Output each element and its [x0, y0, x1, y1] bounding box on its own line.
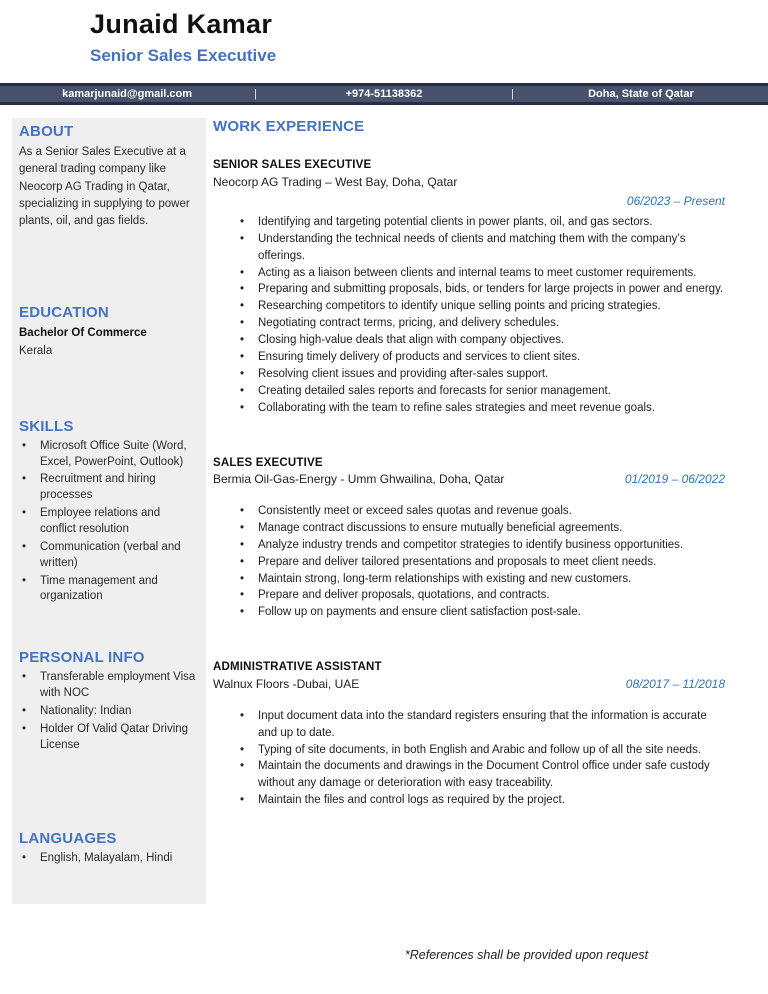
personal-info-item-text: Nationality: Indian [40, 705, 132, 718]
job-title: SALES EXECUTIVE [213, 456, 323, 469]
personal-info-item [19, 722, 198, 754]
skill-item [19, 540, 198, 572]
language-item [19, 851, 198, 867]
about-section [19, 123, 198, 230]
job-bullet [213, 265, 725, 282]
languages-heading: LANGUAGES [19, 829, 117, 847]
personal-info-section [19, 649, 198, 753]
job-dates-row [213, 190, 725, 212]
personal-info-item [19, 670, 198, 702]
languages-section [19, 830, 198, 867]
job-bullet-list [213, 708, 725, 809]
job-bullet [213, 231, 725, 265]
bullet-icon: • [22, 473, 27, 486]
bullet-icon: • [22, 574, 27, 587]
job-bullet-text: Maintain the files and control logs as required by the project. [258, 794, 565, 807]
job-title: ADMINISTRATIVE ASSISTANT [213, 661, 382, 674]
job-bullet [213, 571, 725, 588]
bullet-icon: • [22, 705, 27, 718]
bullet-icon: • [22, 671, 27, 684]
bullet-icon: • [240, 606, 245, 619]
work-experience-heading: WORK EXPERIENCE [213, 118, 365, 135]
bullet-icon: • [240, 334, 245, 347]
bullet-icon: • [240, 521, 245, 534]
skill-item [19, 472, 198, 504]
bullet-icon: • [240, 367, 245, 380]
skill-item-text: Employee relations and conflict resolution [40, 507, 161, 536]
bullet-icon: • [240, 794, 245, 807]
job-bullet-text: Prepare and deliver tailored presentations and proposals to meet client needs. [258, 555, 657, 568]
bullet-icon: • [240, 384, 245, 397]
contact-bar [0, 83, 768, 105]
bullet-icon: • [240, 538, 245, 551]
job-title: SENIOR SALES EXECUTIVE [213, 159, 372, 171]
job-bullet-text: Consistently meet or exceed sales quotas and revenue goals. [258, 505, 572, 518]
job-bullet [213, 587, 725, 604]
contact-phone: +974-51138362 [345, 88, 423, 100]
skills-list [19, 439, 198, 606]
job-bullet-text: Analyze industry trends and competitor strategies to identify business opportunities. [258, 538, 684, 551]
job-bullet [213, 792, 725, 809]
job-entry [213, 455, 725, 622]
job-bullet-text: Prepare and deliver proposals, quotations, and contracts. [258, 589, 550, 602]
job-bullet-text: Typing of site documents, in both English and Arabic and follow up of all the site needs. [258, 743, 702, 756]
contact-email: kamarjunaid@gmail.com [62, 88, 193, 100]
job-bullet-text: Creating detailed sales reports and forecasts for senior management. [258, 384, 611, 397]
bullet-icon: • [240, 589, 245, 602]
bullet-icon: • [240, 232, 245, 245]
bullet-icon: • [240, 300, 245, 313]
bullet-icon: • [240, 401, 245, 414]
job-bullet [213, 554, 725, 571]
job-dates: 06/2023 – Present [626, 194, 725, 209]
education-section [19, 304, 198, 360]
personal-info-item-text: Holder Of Valid Qatar Driving License [40, 722, 189, 751]
job-bullet [213, 400, 725, 417]
personal-info-item [19, 704, 198, 720]
bullet-icon: • [240, 505, 245, 518]
job-bullet-text: Resolving client issues and providing after-sales support. [258, 367, 549, 380]
personal-info-item-text: Transferable employment Visa with NOC [40, 671, 196, 700]
job-bullet [213, 758, 725, 792]
job-bullet-text: Understanding the technical needs of clients and matching them with the company’s offerings. [258, 232, 686, 262]
job-bullet-text: Manage contract discussions to ensure mutually beneficial agreements. [258, 521, 623, 534]
job-bullet-list [213, 503, 725, 621]
job-bullet [213, 503, 725, 520]
job-company-row [213, 676, 725, 693]
skill-item-text: Recruitment and hiring processes [40, 473, 156, 502]
education-heading: EDUCATION [19, 304, 109, 322]
job-bullet-text: Researching competitors to identify unique selling points and pricing strategies. [258, 300, 661, 313]
job-bullet [213, 742, 725, 759]
job-bullet-text: Closing high-value deals that align with company objectives. [258, 334, 565, 347]
bullet-icon: • [22, 722, 27, 735]
bullet-icon: • [22, 540, 27, 553]
skill-item [19, 506, 198, 538]
job-bullet [213, 214, 725, 231]
contact-divider: | [254, 88, 257, 100]
skill-item-text: Microsoft Office Suite (Word, Excel, PowerPoint, Outlook) [40, 439, 187, 468]
bullet-icon: • [240, 283, 245, 296]
about-text: As a Senior Sales Executive at a general trading company like Neocorp AG Trading in Qatar, specializing in supplying to power plants, oil, and gas fields. [19, 146, 190, 227]
job-bullet [213, 349, 725, 366]
jobs-container [213, 157, 725, 809]
job-bullet [213, 708, 725, 742]
job-dates: 01/2019 – 06/2022 [624, 472, 725, 487]
contact-divider: | [511, 88, 514, 100]
bullet-icon: • [240, 350, 245, 363]
job-bullet-text: Collaborating with the team to refine sales strategies and meet revenue goals. [258, 401, 655, 414]
bullet-icon: • [240, 760, 245, 773]
about-heading: ABOUT [19, 123, 74, 140]
education-degree: Bachelor Of Commerce [19, 327, 147, 340]
job-company: Neocorp AG Trading – West Bay, Doha, Qatar [213, 174, 458, 189]
job-bullet [213, 298, 725, 315]
bullet-icon: • [240, 215, 245, 228]
job-bullet-list [213, 214, 725, 417]
contact-location: Doha, State of Qatar [588, 88, 694, 100]
skill-item [19, 574, 198, 606]
job-company: Walnux Floors -Dubai, UAE [213, 676, 360, 691]
job-bullet-text: Ensuring timely delivery of products and services to client sites. [258, 350, 581, 363]
job-entry [213, 157, 725, 417]
personal-info-heading: PERSONAL INFO [19, 649, 145, 667]
job-company-row [213, 471, 725, 488]
skill-item-text: Time management and organization [40, 574, 158, 603]
bullet-icon: • [240, 555, 245, 568]
work-experience-column [213, 118, 725, 809]
job-entry [213, 659, 725, 809]
references-note: *References shall be provided upon request [404, 948, 649, 962]
job-dates: 08/2017 – 11/2018 [625, 676, 725, 691]
skill-item [19, 439, 198, 471]
bullet-icon: • [22, 851, 27, 864]
bullet-icon: • [240, 266, 245, 279]
job-bullet [213, 315, 725, 332]
job-company: Bermia Oil-Gas-Energy - Umm Ghwailina, Doha, Qatar [213, 472, 505, 487]
job-bullet-text: Input document data into the standard registers ensuring that the information is accurate and up to date. [258, 709, 707, 739]
bullet-icon: • [240, 317, 245, 330]
job-headline: Senior Sales Executive [90, 46, 277, 65]
skills-section [19, 418, 198, 606]
job-bullet [213, 332, 725, 349]
job-bullet [213, 604, 725, 621]
job-bullet [213, 281, 725, 298]
bullet-icon: • [240, 743, 245, 756]
job-bullet [213, 366, 725, 383]
job-bullet-text: Acting as a liaison between clients and internal teams to meet customer requirements. [258, 266, 697, 279]
page-title: Junaid Kamar [90, 9, 273, 39]
skills-heading: SKILLS [19, 417, 74, 435]
bullet-icon: • [22, 507, 27, 520]
job-bullet-text: Identifying and targeting potential clients in power plants, oil, and gas sectors. [258, 215, 653, 228]
job-bullet-text: Maintain strong, long-term relationships with existing and new customers. [258, 572, 632, 585]
job-bullet-text: Maintain the documents and drawings in the Document Control office under safe custody without any damage or deterioration with easy traceability. [258, 760, 710, 790]
bullet-icon: • [240, 572, 245, 585]
languages-list [19, 851, 198, 867]
job-bullet [213, 383, 725, 400]
personal-info-list [19, 670, 198, 753]
job-bullet-text: Preparing and submitting proposals, bids, or tenders for large projects in power and energy. [258, 283, 724, 296]
job-bullet-text: Follow up on payments and ensure client satisfaction post-sale. [258, 606, 581, 619]
job-bullet [213, 520, 725, 537]
bullet-icon: • [22, 439, 27, 452]
job-bullet [213, 537, 725, 554]
sidebar [12, 118, 206, 904]
job-bullet-text: Negotiating contract terms, pricing, and delivery schedules. [258, 317, 560, 330]
skill-item-text: Communication (verbal and written) [40, 540, 181, 569]
language-item-text: English, Malayalam, Hindi [40, 851, 173, 864]
bullet-icon: • [240, 709, 245, 722]
education-location: Kerala [19, 344, 53, 357]
